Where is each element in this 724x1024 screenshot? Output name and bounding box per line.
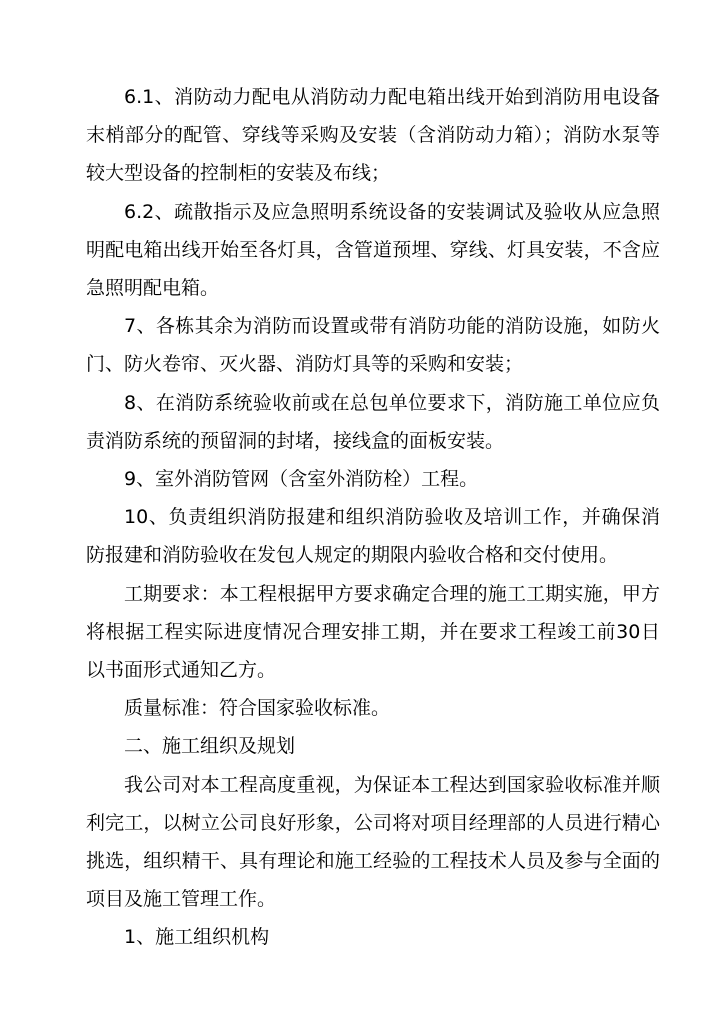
paragraph-fire-power-distribution: 6.1、消防动力配电从消防动力配电箱出线开始到消防用电设备末梢部分的配管、穿线等采购及安装（含消防动力箱）；消防水泵等较大型设备的控制柜的安装及布线； — [86, 86, 660, 185]
paragraph-schedule-requirements: 工期要求：本工程根据甲方要求确定合理的施工工期实施，甲方将根据工程实际进度情况合理安排工期，并在要求工程竣工前30日以书面形式通知乙方。 — [86, 582, 660, 682]
paragraph-fire-facilities: 7、各栋其余为消防而设置或带有消防功能的消防设施，如防火门、防火卷帘、灭火器、消防灯具等的采购和安装； — [86, 315, 660, 376]
paragraph-sealing-openings: 8、在消防系统验收前或在总包单位要求下，消防施工单位应负责消防系统的预留洞的封堵，接线盒的面板安装。 — [86, 391, 660, 452]
paragraph-quality-standard: 质量标准：符合国家验收标准。 — [124, 697, 391, 720]
section-heading-organization: 二、施工组织及规划 — [124, 735, 296, 758]
subheading-organization-structure: 1、施工组织机构 — [124, 926, 270, 949]
paragraph-outdoor-pipe-network: 9、室外消防管网（含室外消防栓）工程。 — [124, 468, 479, 491]
document-page — [86, 78, 660, 957]
paragraph-fire-inspection: 10、负责组织消防报建和组织消防验收及培训工作，并确保消防报建和消防验收在发包人规定的期限内验收合格和交付使用。 — [86, 506, 660, 567]
paragraph-emergency-lighting: 6.2、疏散指示及应急照明系统设备的安装调试及验收从应急照明配电箱出线开始至各灯具，含管道预埋、穿线、灯具安装，不含应急照明配电箱。 — [86, 200, 660, 300]
paragraph-company-commitment: 我公司对本工程高度重视，为保证本工程达到国家验收标准并顺利完工，以树立公司良好形象，公司将对项目经理部的人员进行精心挑选，组织精干、具有理论和施工经验的工程技术人员及参与全面的项目及施工管理工作。 — [86, 773, 660, 911]
